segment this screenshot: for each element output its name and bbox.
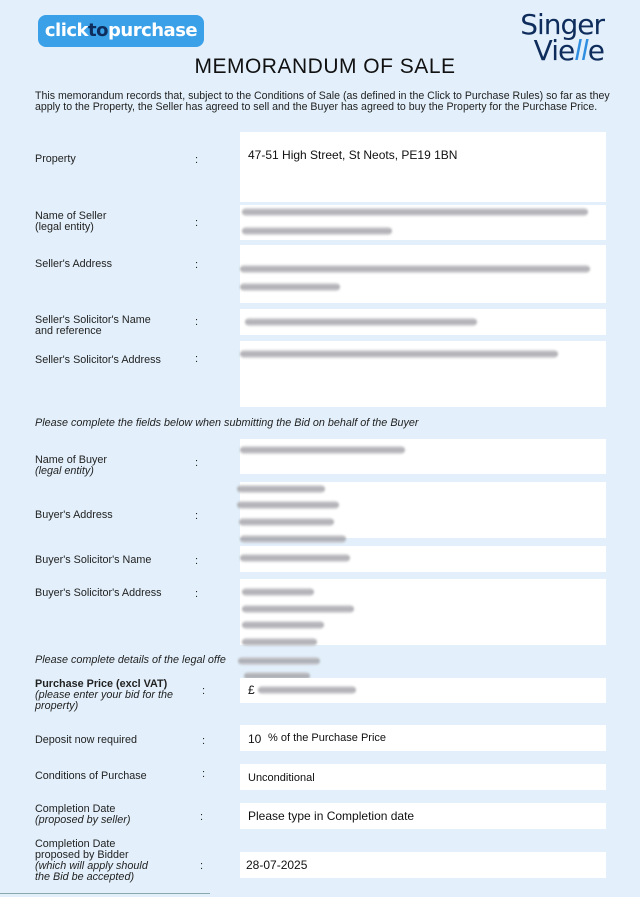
completion-bidder-value: 28-07-2025: [246, 858, 308, 872]
logo-text-to: to: [88, 20, 108, 41]
redacted-text: [242, 638, 317, 646]
redacted-text: [240, 265, 590, 273]
colon: :: [202, 768, 206, 780]
buyer-section-note: Please complete the fields below when submitting the Bid on behalf of the Buyer: [35, 417, 419, 429]
colon: :: [195, 259, 199, 271]
redacted-text: [258, 686, 356, 694]
conditions-value: Unconditional: [248, 772, 315, 784]
colon: :: [195, 457, 199, 469]
property-value: 47-51 High Street, St Neots, PE19 1BN: [248, 148, 458, 162]
logo-text-singer: Singer: [520, 8, 604, 41]
purchase-price-label-line3: property): [35, 700, 79, 712]
deposit-suffix: % of the Purchase Price: [268, 732, 387, 744]
redacted-text: [242, 227, 392, 235]
completion-date-label-line2: (proposed by seller): [35, 814, 131, 826]
seller-solicitor-field[interactable]: [240, 309, 606, 335]
seller-solicitor-label-line1: Seller's Solicitor's Name: [35, 314, 151, 326]
redacted-text: [242, 208, 588, 216]
colon: :: [195, 154, 199, 166]
purchase-price-label-line1: Purchase Price (excl VAT): [35, 678, 168, 690]
logo-vielle-b: ll: [574, 34, 588, 67]
buyer-solicitor-label: Buyer's Solicitor's Name: [35, 554, 152, 566]
redacted-text: [242, 621, 324, 629]
completion-date-value: Please type in Completion date: [248, 809, 415, 823]
deposit-field[interactable]: [240, 725, 606, 751]
redacted-text: [240, 283, 340, 291]
seller-address-label: Seller's Address: [35, 258, 113, 270]
seller-name-label-line2: (legal entity): [35, 221, 94, 233]
buyer-solicitor-address-label: Buyer's Solicitor's Address: [35, 587, 162, 599]
colon: :: [200, 860, 204, 872]
divider: [0, 893, 210, 894]
redacted-text: [240, 535, 346, 543]
completion-bidder-label-line2: proposed by Bidder: [35, 849, 129, 861]
completion-date-field[interactable]: [240, 803, 606, 829]
property-field[interactable]: [240, 132, 606, 202]
colon: :: [195, 217, 199, 229]
colon: :: [195, 555, 199, 567]
deposit-value: 10: [248, 732, 262, 746]
seller-solicitor-label: [35, 315, 151, 337]
legal-section-note: Please complete details of the legal offe: [35, 654, 226, 666]
redacted-text: [240, 350, 558, 358]
colon: :: [195, 588, 199, 600]
seller-name-label: [35, 211, 106, 233]
purchase-price-label: [35, 679, 173, 712]
seller-name-label-line1: Name of Seller: [35, 210, 107, 222]
redacted-text: [238, 657, 320, 665]
completion-bidder-label-line4: the Bid be accepted): [35, 871, 135, 883]
page-title: MEMORANDUM OF SALE: [194, 55, 456, 78]
completion-bidder-label-line3: (which will apply should: [35, 860, 148, 872]
completion-bidder-label-line1: Completion Date: [35, 838, 116, 850]
buyer-name-label: [35, 455, 107, 477]
buyer-address-field[interactable]: [240, 482, 606, 538]
colon: :: [195, 353, 199, 365]
redacted-text: [240, 446, 405, 454]
clicktopurchase-logo: [38, 15, 204, 47]
buyer-name-label-line1: Name of Buyer: [35, 454, 108, 466]
buyer-address-label: Buyer's Address: [35, 509, 113, 521]
completion-bidder-label: [35, 839, 148, 883]
colon: :: [200, 811, 204, 823]
redacted-text: [237, 485, 325, 493]
redacted-text: [240, 554, 350, 562]
logo-vielle-a: Vie: [533, 34, 575, 67]
completion-date-label-line1: Completion Date: [35, 803, 116, 815]
seller-name-field[interactable]: [240, 205, 606, 240]
logo-vielle-c: e: [587, 34, 604, 67]
redacted-text: [239, 518, 334, 526]
intro-text: This memorandum records that, subject to the Conditions of Sale (as defined in the Click to Purchase Rules) so far as they apply to the Property, the Seller has agreed to sell and the Buyer has agreed to buy the Property for the Purchase Price.: [35, 90, 610, 114]
redacted-text: [237, 501, 339, 509]
logo-text-purchase: purchase: [108, 20, 198, 41]
seller-address-field[interactable]: [240, 245, 606, 303]
colon: :: [202, 685, 206, 697]
purchase-price-label-line2: (please enter your bid for the: [35, 689, 174, 701]
buyer-solicitor-address-field[interactable]: [240, 579, 606, 645]
buyer-name-label-line2: (legal entity): [35, 465, 94, 477]
colon: :: [202, 735, 206, 747]
conditions-field[interactable]: [240, 764, 606, 790]
redacted-text: [245, 318, 477, 326]
seller-solicitor-label-line2: and reference: [35, 325, 102, 337]
completion-bidder-field[interactable]: [240, 852, 606, 878]
completion-date-label: [35, 804, 130, 826]
buyer-solicitor-field[interactable]: [240, 546, 606, 572]
colon: :: [195, 316, 199, 328]
purchase-price-field[interactable]: [240, 678, 606, 703]
redacted-text: [242, 605, 354, 613]
deposit-label: Deposit now required: [35, 734, 138, 746]
seller-solicitor-address-field[interactable]: [240, 341, 606, 407]
conditions-label: Conditions of Purchase: [35, 770, 147, 782]
currency-symbol: £: [248, 683, 255, 697]
buyer-name-field[interactable]: [240, 439, 606, 474]
redacted-text: [242, 588, 314, 596]
colon: :: [195, 510, 199, 522]
logo-text-click: click: [44, 20, 89, 41]
seller-solicitor-address-label: Seller's Solicitor's Address: [35, 354, 161, 366]
property-label: Property: [35, 153, 76, 165]
